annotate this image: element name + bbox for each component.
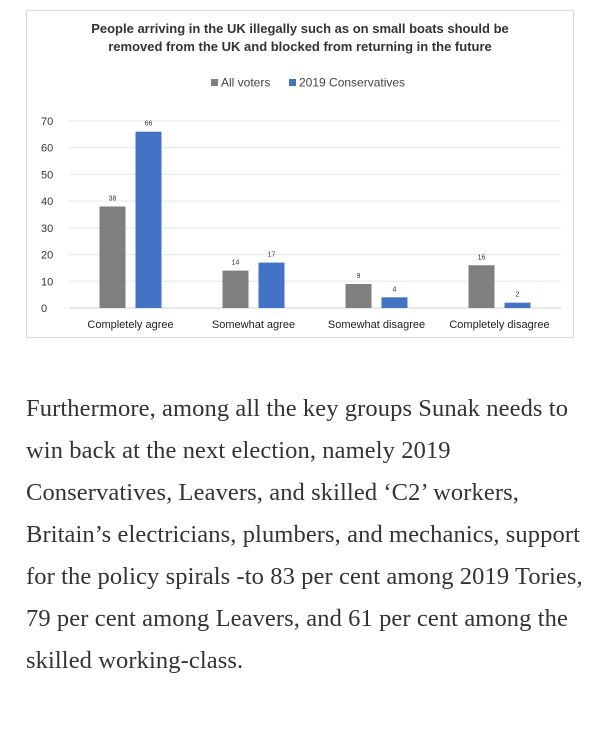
y-tick-label: 70 xyxy=(41,116,54,128)
y-tick-label: 30 xyxy=(41,222,54,235)
data-label: 16 xyxy=(477,254,486,262)
data-label: 4 xyxy=(392,286,397,294)
y-tick-label: 60 xyxy=(41,142,54,155)
data-label: 2 xyxy=(515,291,520,299)
bar xyxy=(100,206,126,308)
bar xyxy=(136,132,162,308)
x-category-label: Completely disagree xyxy=(449,319,550,331)
chart-frame xyxy=(26,10,574,338)
y-tick-label: 20 xyxy=(41,249,54,262)
data-label: 66 xyxy=(144,120,153,128)
article-paragraph: Furthermore, among all the key groups Sunak needs to win back at the next election, namely 2019 Conservatives, Leavers, and skilled ‘C2’ workers, Britain’s electricians, plumbers, and mechanics, support for the policy spirals -to 83 per cent among 2019 Tories, 79 per cent among Leavers, and 61 per cent among the skilled working-class. xyxy=(26,395,583,674)
bar xyxy=(382,297,408,308)
chart-title-line: People arriving in the UK illegally such as on small boats should be xyxy=(91,21,509,36)
bar xyxy=(469,265,495,308)
y-tick-label: 40 xyxy=(41,196,54,209)
bar xyxy=(259,263,285,308)
y-tick-label: 10 xyxy=(41,276,54,289)
chart-title-line: removed from the UK and blocked from returning in the future xyxy=(108,39,492,54)
bar xyxy=(505,303,531,308)
data-label: 38 xyxy=(108,195,117,203)
bar xyxy=(223,271,249,308)
data-label: 9 xyxy=(356,272,361,280)
legend-label: All voters xyxy=(221,75,271,90)
x-category-label: Somewhat disagree xyxy=(327,319,426,331)
bar xyxy=(346,284,372,308)
data-label: 17 xyxy=(267,251,276,259)
x-category-label: Somewhat agree xyxy=(211,319,296,331)
y-tick-label: 0 xyxy=(41,303,48,315)
bar-chart xyxy=(27,11,573,337)
legend-swatch xyxy=(289,79,296,86)
y-tick-label: 50 xyxy=(41,169,54,182)
legend-label: 2019 Conservatives xyxy=(299,75,406,90)
data-label: 14 xyxy=(231,259,240,267)
x-category-label: Completely agree xyxy=(87,319,174,331)
legend-swatch xyxy=(211,79,218,86)
